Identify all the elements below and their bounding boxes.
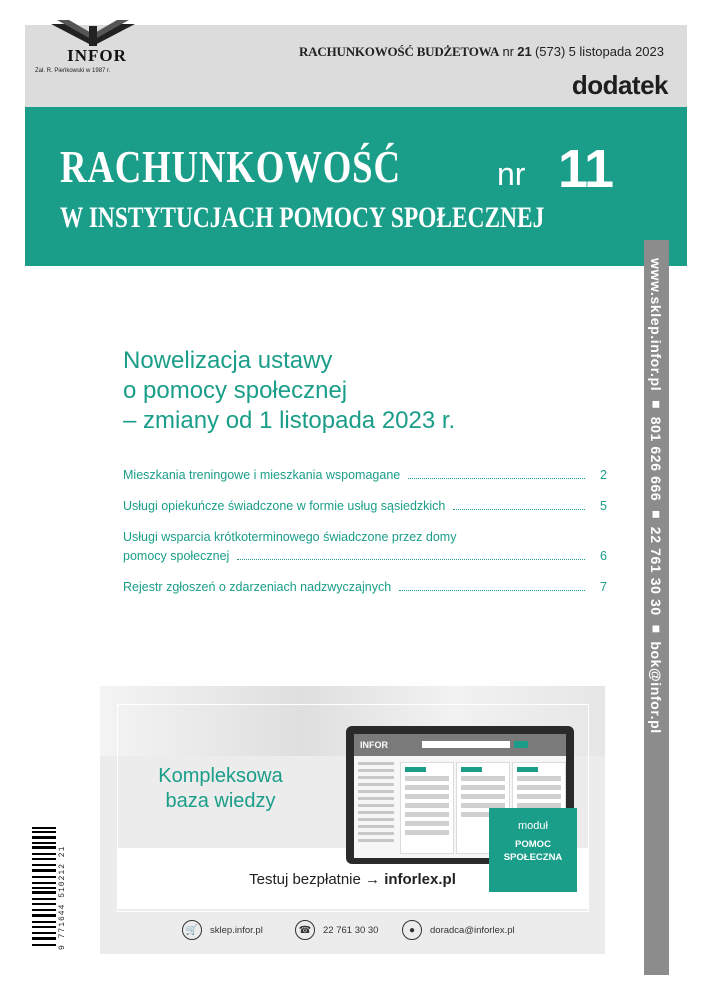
issue-number-label: nr	[502, 44, 514, 59]
contact-advisor[interactable]: ● doradca@inforlex.pl	[402, 920, 515, 940]
barcode	[32, 827, 56, 947]
issue-serial: (573)	[534, 44, 566, 59]
advert-contacts	[182, 920, 582, 944]
advert-cta[interactable]	[100, 871, 605, 888]
side-contact-text: www.sklep.infor.pl ■ 801 626 666 ■ 22 761 30 30 ■ bok@infor.pl	[648, 258, 664, 734]
screen-logo: INFOR	[360, 740, 388, 750]
toc-item[interactable]	[123, 528, 607, 566]
module-name: POMOC SPOŁECZNA	[503, 839, 563, 863]
toc-item-page: 2	[600, 468, 607, 482]
toc-item-title: Mieszkania treningowe i mieszkania wspomagane	[123, 468, 401, 482]
publication-name: RACHUNKOWOŚĆ BUDŻETOWA	[299, 44, 500, 59]
toc-item[interactable]	[123, 466, 607, 485]
toc-item-title: Usługi opiekuńcze świadczone w formie usług sąsiedzkich	[123, 499, 446, 513]
infor-logo-mark-icon	[43, 18, 143, 48]
cart-icon: 🛒	[182, 920, 202, 940]
title-nr-value: 11	[558, 139, 614, 199]
inforlex-advert[interactable]	[100, 686, 605, 954]
supplement-label: dodatek	[571, 70, 668, 100]
toc-leader	[453, 509, 585, 510]
cta-link[interactable]: inforlex.pl	[384, 871, 456, 888]
issue-date: 5 listopada 2023	[568, 44, 664, 59]
contact-shop[interactable]: 🛒 sklep.infor.pl	[182, 920, 263, 940]
toc-item-page: 7	[600, 580, 607, 594]
toc-leader	[399, 590, 585, 591]
issue-info	[299, 44, 664, 60]
advisor-icon: ●	[402, 920, 422, 940]
module-label: moduł	[518, 820, 548, 832]
barcode-digits: 9 771644 510212 21	[58, 845, 67, 950]
infor-logo	[35, 18, 155, 90]
issue-number: 21	[517, 44, 532, 59]
title-subtitle: W INSTYTUCJACH POMOCY SPOŁECZNEJ	[60, 201, 545, 234]
title-nr-label: nr	[497, 156, 526, 192]
headline-line: o pomocy społecznej	[123, 377, 348, 404]
toc-item-title-line1: Usługi wsparcia krótkoterminowego świadczone przez domy	[123, 530, 457, 544]
headline-line: Nowelizacja ustawy	[123, 347, 333, 374]
headline	[123, 346, 603, 436]
logo-name: INFOR	[67, 46, 127, 65]
toc-item-page: 6	[600, 549, 607, 563]
phone-icon: ☎	[295, 920, 315, 940]
toc-item-title: Rejestr zgłoszeń o zdarzeniach nadzwyczajnych	[123, 580, 392, 594]
screen-search-icon	[422, 741, 510, 748]
title-main: RACHUNKOWOŚĆ	[60, 141, 401, 192]
toc-leader	[408, 478, 585, 479]
toc-item-title: pomocy społecznej	[123, 549, 230, 563]
toc-item[interactable]	[123, 497, 607, 516]
toc-item-page: 5	[600, 499, 607, 513]
table-of-contents	[123, 466, 607, 609]
toc-item[interactable]	[123, 578, 607, 597]
advert-slogan: Kompleksowa baza wiedzy	[158, 765, 283, 812]
toc-leader	[237, 559, 585, 560]
cta-prefix: Testuj bezpłatnie →	[249, 871, 381, 888]
contact-phone[interactable]: ☎ 22 761 30 30	[295, 920, 378, 940]
headline-line: – zmiany od 1 listopada 2023 r.	[123, 407, 456, 434]
logo-tagline: Zał. R. Pieńkowski w 1987 r.	[35, 68, 111, 74]
